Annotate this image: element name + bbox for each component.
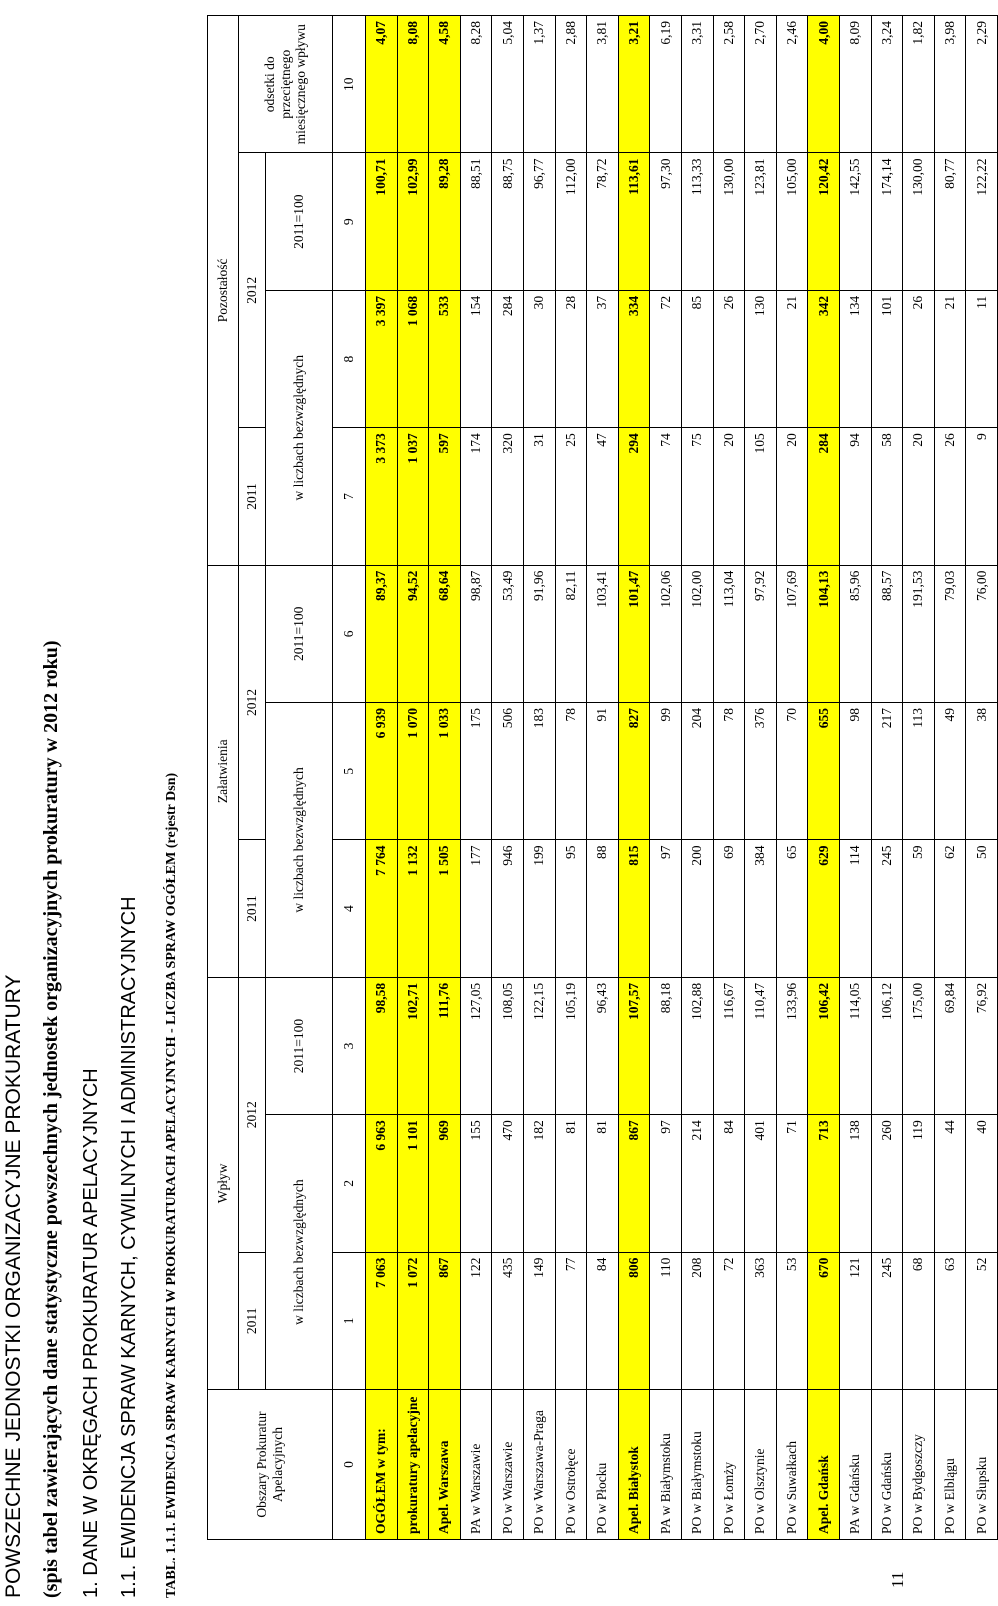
cell-value: 3 397: [366, 290, 398, 427]
table-row: [808, 16, 840, 1540]
cell-value: 119: [903, 1115, 935, 1252]
cell-value: 470: [492, 1115, 524, 1252]
cell-value: 1,37: [523, 16, 555, 153]
cell-value: 88,75: [492, 153, 524, 290]
cell-value: 142,55: [839, 153, 871, 290]
row-name: PO w Łomży: [713, 1390, 745, 1540]
column-number: 7: [333, 428, 366, 565]
abs-header: w liczbach bezwzględnych: [266, 290, 333, 565]
table-row: [776, 16, 808, 1540]
cell-value: 1 132: [397, 840, 429, 977]
row-name: Apel. Gdańsk: [808, 1390, 840, 1540]
cell-value: 26: [903, 290, 935, 427]
cell-value: 76,00: [966, 565, 998, 702]
pozostalosc-header: Pozostałość: [208, 16, 239, 566]
cell-value: 2,58: [713, 16, 745, 153]
cell-value: 123,81: [745, 153, 777, 290]
cell-value: 2,70: [745, 16, 777, 153]
cell-value: 101: [871, 290, 903, 427]
cell-value: 506: [492, 703, 524, 840]
cell-value: 363: [745, 1252, 777, 1389]
cell-value: 111,76: [429, 977, 461, 1114]
cell-value: 98,87: [460, 565, 492, 702]
year-header: 2011: [239, 1252, 266, 1389]
cell-value: 138: [839, 1115, 871, 1252]
cell-value: 79,03: [934, 565, 966, 702]
cell-value: 78,72: [587, 153, 619, 290]
cell-value: 5,04: [492, 16, 524, 153]
cell-value: 384: [745, 840, 777, 977]
cell-value: 11: [966, 290, 998, 427]
wplyw-header: Wpływ: [208, 977, 239, 1389]
cell-value: 71: [776, 1115, 808, 1252]
table-row: [366, 16, 398, 1540]
cell-value: 58: [871, 428, 903, 565]
cell-value: 98: [839, 703, 871, 840]
row-name: Apel. Warszawa: [429, 1390, 461, 1540]
cell-value: 827: [618, 703, 650, 840]
table-row: [397, 16, 429, 1540]
cell-value: 95: [555, 840, 587, 977]
cell-value: 26: [934, 428, 966, 565]
cell-value: 102,99: [397, 153, 429, 290]
cell-value: 969: [429, 1115, 461, 1252]
cell-value: 84: [587, 1252, 619, 1389]
cell-value: 122: [460, 1252, 492, 1389]
cell-value: 68: [903, 1252, 935, 1389]
cell-value: 50: [966, 840, 998, 977]
cell-value: 3,98: [934, 16, 966, 153]
column-number: 2: [333, 1115, 366, 1252]
cell-value: 76,92: [966, 977, 998, 1114]
table-row: [587, 16, 619, 1540]
table-row: [903, 16, 935, 1540]
column-number: 0: [333, 1390, 366, 1540]
cell-value: 867: [618, 1115, 650, 1252]
cell-value: 68,64: [429, 565, 461, 702]
row-name: prokuratury apelacyjne: [397, 1390, 429, 1540]
cell-value: 200: [681, 840, 713, 977]
cell-value: 72: [650, 290, 682, 427]
cell-value: 72: [713, 1252, 745, 1389]
column-number: 1: [333, 1252, 366, 1389]
cell-value: 154: [460, 290, 492, 427]
cell-value: 1 505: [429, 840, 461, 977]
cell-value: 245: [871, 840, 903, 977]
cell-value: 107,57: [618, 977, 650, 1114]
cell-value: 7 063: [366, 1252, 398, 1389]
row-name: PO w Elblągu: [934, 1390, 966, 1540]
cell-value: 214: [681, 1115, 713, 1252]
table-row: [681, 16, 713, 1540]
cell-value: 88,57: [871, 565, 903, 702]
cell-value: 208: [681, 1252, 713, 1389]
cell-value: 713: [808, 1115, 840, 1252]
column-number: 4: [333, 840, 366, 977]
cell-value: 670: [808, 1252, 840, 1389]
table-row: [745, 16, 777, 1540]
column-number: 10: [333, 16, 366, 153]
cell-value: 134: [839, 290, 871, 427]
cell-value: 106,42: [808, 977, 840, 1114]
cell-value: 104,13: [808, 565, 840, 702]
cell-value: 30: [523, 290, 555, 427]
cell-value: 3,24: [871, 16, 903, 153]
cell-value: 97,92: [745, 565, 777, 702]
cell-value: 260: [871, 1115, 903, 1252]
cell-value: 20: [903, 428, 935, 565]
cell-value: 946: [492, 840, 524, 977]
cell-value: 53,49: [492, 565, 524, 702]
cell-value: 6 939: [366, 703, 398, 840]
cell-value: 28: [555, 290, 587, 427]
cell-value: 199: [523, 840, 555, 977]
cell-value: 40: [966, 1115, 998, 1252]
column-number: 5: [333, 703, 366, 840]
row-name: PA w Gdańsku: [839, 1390, 871, 1540]
cell-value: 114: [839, 840, 871, 977]
column-number-row: [333, 16, 366, 1540]
cell-value: 102,71: [397, 977, 429, 1114]
cell-value: 88,51: [460, 153, 492, 290]
cell-value: 107,69: [776, 565, 808, 702]
column-number: 9: [333, 153, 366, 290]
cell-value: 294: [618, 428, 650, 565]
cell-value: 106,12: [871, 977, 903, 1114]
cell-value: 130,00: [713, 153, 745, 290]
row-name: PO w Olsztynie: [745, 1390, 777, 1540]
cell-value: 20: [713, 428, 745, 565]
cell-value: 91: [587, 703, 619, 840]
section-heading: 1. DANE W OKRĘGACH PROKURATUR APELACYJNYCH: [80, 1068, 102, 1598]
cell-value: 77: [555, 1252, 587, 1389]
cell-value: 25: [555, 428, 587, 565]
cell-value: 2,88: [555, 16, 587, 153]
row-name: OGÓŁEM w tym:: [366, 1390, 398, 1540]
column-number: 3: [333, 977, 366, 1114]
cell-value: 155: [460, 1115, 492, 1252]
row-name: PO w Warszawa-Praga: [523, 1390, 555, 1540]
row-name: PO w Warszawie: [492, 1390, 524, 1540]
cell-value: 4,07: [366, 16, 398, 153]
table-row: [966, 16, 998, 1540]
cell-value: 113,04: [713, 565, 745, 702]
cell-value: 78: [555, 703, 587, 840]
cell-value: 94,52: [397, 565, 429, 702]
cell-value: 100,71: [366, 153, 398, 290]
cell-value: 867: [429, 1252, 461, 1389]
cell-value: 8,08: [397, 16, 429, 153]
row-name: PO w Płocku: [587, 1390, 619, 1540]
cell-value: 3 373: [366, 428, 398, 565]
row-name: Apel. Białystok: [618, 1390, 650, 1540]
page-number: 11: [888, 1571, 907, 1588]
cell-value: 4,00: [808, 16, 840, 153]
cell-value: 245: [871, 1252, 903, 1389]
cell-value: 175: [460, 703, 492, 840]
zalatwienia-header: Załatwienia: [208, 565, 239, 977]
cell-value: 70: [776, 703, 808, 840]
cell-value: 3,21: [618, 16, 650, 153]
year-header: 2012: [239, 977, 266, 1252]
cell-value: 121: [839, 1252, 871, 1389]
cell-value: 1 101: [397, 1115, 429, 1252]
cell-value: 88,18: [650, 977, 682, 1114]
cell-value: 6 963: [366, 1115, 398, 1252]
abs-header: w liczbach bezwzględnych: [266, 703, 333, 978]
cell-value: 89,28: [429, 153, 461, 290]
table-row: [713, 16, 745, 1540]
column-number: 6: [333, 565, 366, 702]
cell-value: 133,96: [776, 977, 808, 1114]
table-row: [618, 16, 650, 1540]
area-header: Obszary Prokuratur Apelacyjnych: [208, 1390, 333, 1540]
table-row: [839, 16, 871, 1540]
cell-value: 65: [776, 840, 808, 977]
cell-value: 88: [587, 840, 619, 977]
cell-value: 334: [618, 290, 650, 427]
index-header: 2011=100: [266, 565, 333, 702]
cell-value: 110,47: [745, 977, 777, 1114]
cell-value: 94: [839, 428, 871, 565]
cell-value: 96,77: [523, 153, 555, 290]
row-name: PA w Białymstoku: [650, 1390, 682, 1540]
table-row: [492, 16, 524, 1540]
cell-value: 96,43: [587, 977, 619, 1114]
cell-value: 37: [587, 290, 619, 427]
cell-value: 52: [966, 1252, 998, 1389]
index-header: 2011=100: [266, 977, 333, 1114]
table-row: [429, 16, 461, 1540]
cell-value: 177: [460, 840, 492, 977]
cell-value: 85,96: [839, 565, 871, 702]
cell-value: 78: [713, 703, 745, 840]
cell-value: 204: [681, 703, 713, 840]
cell-value: 320: [492, 428, 524, 565]
cell-value: 105: [745, 428, 777, 565]
cell-value: 81: [587, 1115, 619, 1252]
cell-value: 175,00: [903, 977, 935, 1114]
row-name: PO w Białymstoku: [681, 1390, 713, 1540]
year-header: 2011: [239, 840, 266, 977]
row-name: PA w Warszawie: [460, 1390, 492, 1540]
table-row: [460, 16, 492, 1540]
table-row: [871, 16, 903, 1540]
cell-value: 435: [492, 1252, 524, 1389]
table-row: [555, 16, 587, 1540]
cell-value: 597: [429, 428, 461, 565]
cell-value: 127,05: [460, 977, 492, 1114]
cell-value: 44: [934, 1115, 966, 1252]
year-header: 2011: [239, 428, 266, 565]
index-header: 2011=100: [266, 153, 333, 290]
cell-value: 89,37: [366, 565, 398, 702]
cell-value: 69: [713, 840, 745, 977]
cell-value: 7 764: [366, 840, 398, 977]
year-header: 2012: [239, 153, 266, 428]
cell-value: 20: [776, 428, 808, 565]
cell-value: 26: [713, 290, 745, 427]
cell-value: 342: [808, 290, 840, 427]
cell-value: 284: [492, 290, 524, 427]
cell-value: 113,33: [681, 153, 713, 290]
page-title: POWSZECHNE JEDNOSTKI ORGANIZACYJNE PROKURATURY: [2, 974, 25, 1598]
cell-value: 105,00: [776, 153, 808, 290]
subsection-heading: 1.1. EWIDENCJA SPRAW KARNYCH, CYWILNYCH I ADMINISTRACYJNYCH: [118, 896, 140, 1598]
cell-value: 629: [808, 840, 840, 977]
cell-value: 4,58: [429, 16, 461, 153]
cell-value: 98,58: [366, 977, 398, 1114]
data-table: [207, 15, 998, 1540]
cell-value: 130: [745, 290, 777, 427]
cell-value: 806: [618, 1252, 650, 1389]
cell-value: 655: [808, 703, 840, 840]
cell-value: 130,00: [903, 153, 935, 290]
cell-value: 31: [523, 428, 555, 565]
row-name: PO w Gdańsku: [871, 1390, 903, 1540]
cell-value: 108,05: [492, 977, 524, 1114]
cell-value: 149: [523, 1252, 555, 1389]
cell-value: 183: [523, 703, 555, 840]
table-body: [366, 16, 998, 1540]
cell-value: 82,11: [555, 565, 587, 702]
cell-value: 284: [808, 428, 840, 565]
cell-value: 21: [776, 290, 808, 427]
cell-value: 75: [681, 428, 713, 565]
cell-value: 1,82: [903, 16, 935, 153]
cell-value: 63: [934, 1252, 966, 1389]
cell-value: 99: [650, 703, 682, 840]
cell-value: 97: [650, 1115, 682, 1252]
pct-header: odsetki do przeciętnego miesięcznego wpływu: [239, 16, 333, 153]
cell-value: 74: [650, 428, 682, 565]
cell-value: 3,31: [681, 16, 713, 153]
cell-value: 1 037: [397, 428, 429, 565]
cell-value: 97,30: [650, 153, 682, 290]
row-name: PO w Ostrołęce: [555, 1390, 587, 1540]
cell-value: 91,96: [523, 565, 555, 702]
cell-value: 401: [745, 1115, 777, 1252]
cell-value: 120,42: [808, 153, 840, 290]
cell-value: 114,05: [839, 977, 871, 1114]
cell-value: 3,81: [587, 16, 619, 153]
abs-header: w liczbach bezwzględnych: [266, 1115, 333, 1390]
cell-value: 122,15: [523, 977, 555, 1114]
table-row: [650, 16, 682, 1540]
cell-value: 62: [934, 840, 966, 977]
cell-value: 113: [903, 703, 935, 840]
cell-value: 102,06: [650, 565, 682, 702]
cell-value: 110: [650, 1252, 682, 1389]
cell-value: 122,22: [966, 153, 998, 290]
cell-value: 376: [745, 703, 777, 840]
row-name: PO w Suwałkach: [776, 1390, 808, 1540]
cell-value: 533: [429, 290, 461, 427]
cell-value: 53: [776, 1252, 808, 1389]
cell-value: 103,41: [587, 565, 619, 702]
table-row: [934, 16, 966, 1540]
table-row: [523, 16, 555, 1540]
cell-value: 8,09: [839, 16, 871, 153]
cell-value: 49: [934, 703, 966, 840]
cell-value: 113,61: [618, 153, 650, 290]
cell-value: 101,47: [618, 565, 650, 702]
cell-value: 38: [966, 703, 998, 840]
cell-value: 84: [713, 1115, 745, 1252]
cell-value: 69,84: [934, 977, 966, 1114]
column-number: 8: [333, 290, 366, 427]
cell-value: 182: [523, 1115, 555, 1252]
table-caption: TABL. 1.1.1. EWIDENCJA SPRAW KARNYCH W PROKURATURACH APELACYJNYCH - LICZBA SPRAW OGÓŁEM (rejestr Dsn): [164, 772, 179, 1598]
cell-value: 8,28: [460, 16, 492, 153]
cell-value: 47: [587, 428, 619, 565]
cell-value: 2,46: [776, 16, 808, 153]
cell-value: 102,88: [681, 977, 713, 1114]
cell-value: 217: [871, 703, 903, 840]
cell-value: 174: [460, 428, 492, 565]
cell-value: 81: [555, 1115, 587, 1252]
cell-value: 105,19: [555, 977, 587, 1114]
cell-value: 1 033: [429, 703, 461, 840]
cell-value: 102,00: [681, 565, 713, 702]
cell-value: 1 070: [397, 703, 429, 840]
cell-value: 85: [681, 290, 713, 427]
year-header: 2012: [239, 565, 266, 840]
cell-value: 21: [934, 290, 966, 427]
page-subtitle: (spis tabel zawierających dane statystyczne powszechnych jednostek organizacyjnych prokuratury w 2012 roku): [40, 640, 62, 1598]
row-name: PO w Słupsku: [966, 1390, 998, 1540]
cell-value: 1 072: [397, 1252, 429, 1389]
cell-value: 9: [966, 428, 998, 565]
cell-value: 97: [650, 840, 682, 977]
cell-value: 112,00: [555, 153, 587, 290]
cell-value: 116,67: [713, 977, 745, 1114]
cell-value: 80,77: [934, 153, 966, 290]
row-name: PO w Bydgoszczy: [903, 1390, 935, 1540]
cell-value: 815: [618, 840, 650, 977]
cell-value: 59: [903, 840, 935, 977]
cell-value: 174,14: [871, 153, 903, 290]
cell-value: 6,19: [650, 16, 682, 153]
cell-value: 2,29: [966, 16, 998, 153]
cell-value: 191,53: [903, 565, 935, 702]
cell-value: 1 068: [397, 290, 429, 427]
